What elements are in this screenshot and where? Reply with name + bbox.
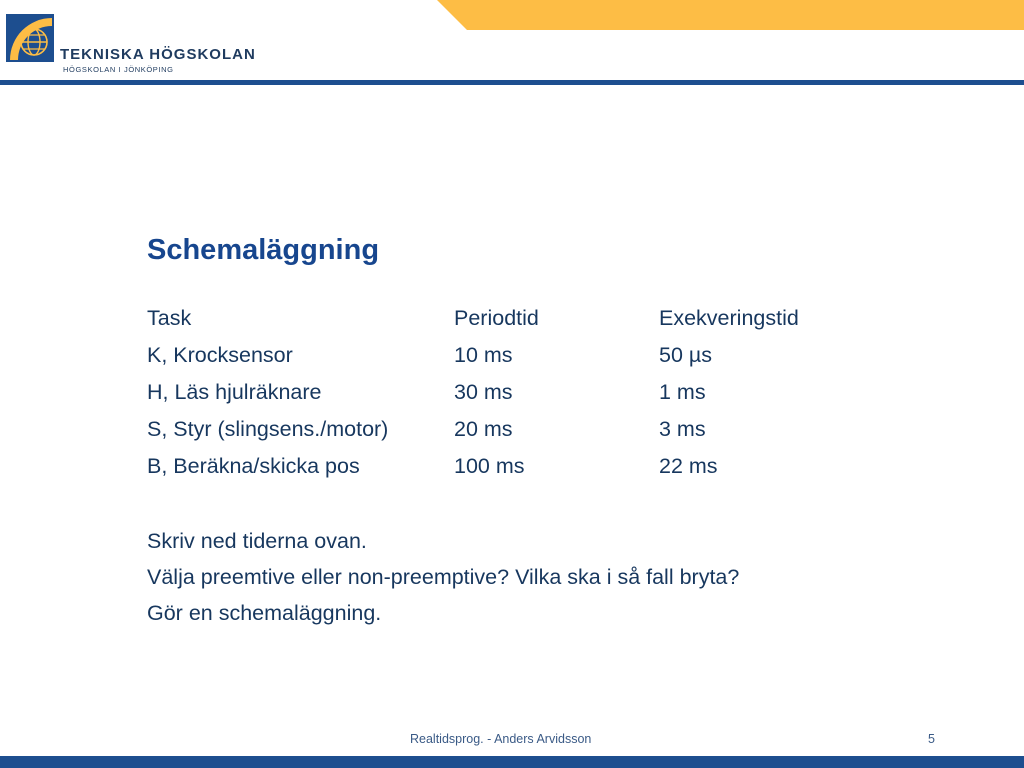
header-accent-band (437, 0, 1024, 30)
column-header-exec-time: Exekveringstid (659, 306, 799, 330)
question-line: Skriv ned tiderna ovan. (147, 529, 367, 553)
task-period: 10 ms (454, 343, 513, 367)
header-rule (0, 80, 1024, 85)
task-period: 100 ms (454, 454, 525, 478)
task-name: S, Styr (slingsens./motor) (147, 417, 389, 441)
footer-bar (0, 756, 1024, 768)
task-name: K, Krocksensor (147, 343, 293, 367)
question-line: Gör en schemaläggning. (147, 601, 382, 625)
task-name: H, Läs hjulräknare (147, 380, 322, 404)
task-period: 20 ms (454, 417, 513, 441)
school-subtitle: HÖGSKOLAN I JÖNKÖPING (63, 65, 174, 74)
question-list (147, 529, 739, 637)
task-period: 30 ms (454, 380, 513, 404)
task-exec-time: 22 ms (659, 454, 718, 478)
school-name: TEKNISKA HÖGSKOLAN (60, 46, 256, 63)
column-header-task: Task (147, 306, 192, 330)
task-exec-time: 3 ms (659, 417, 706, 441)
task-name: B, Beräkna/skicka pos (147, 454, 360, 478)
page-number: 5 (928, 732, 935, 746)
school-logo-icon (6, 14, 54, 62)
task-exec-time: 1 ms (659, 380, 706, 404)
footer-author: Realtidsprog. - Anders Arvidsson (410, 732, 592, 746)
slide-header (0, 0, 1024, 88)
column-header-period: Periodtid (454, 306, 539, 330)
question-line: Välja preemtive eller non-preemptive? Vilka ska i så fall bryta? (147, 565, 740, 589)
slide-title: Schemaläggning (147, 234, 380, 266)
task-exec-time: 50 µs (659, 343, 713, 367)
